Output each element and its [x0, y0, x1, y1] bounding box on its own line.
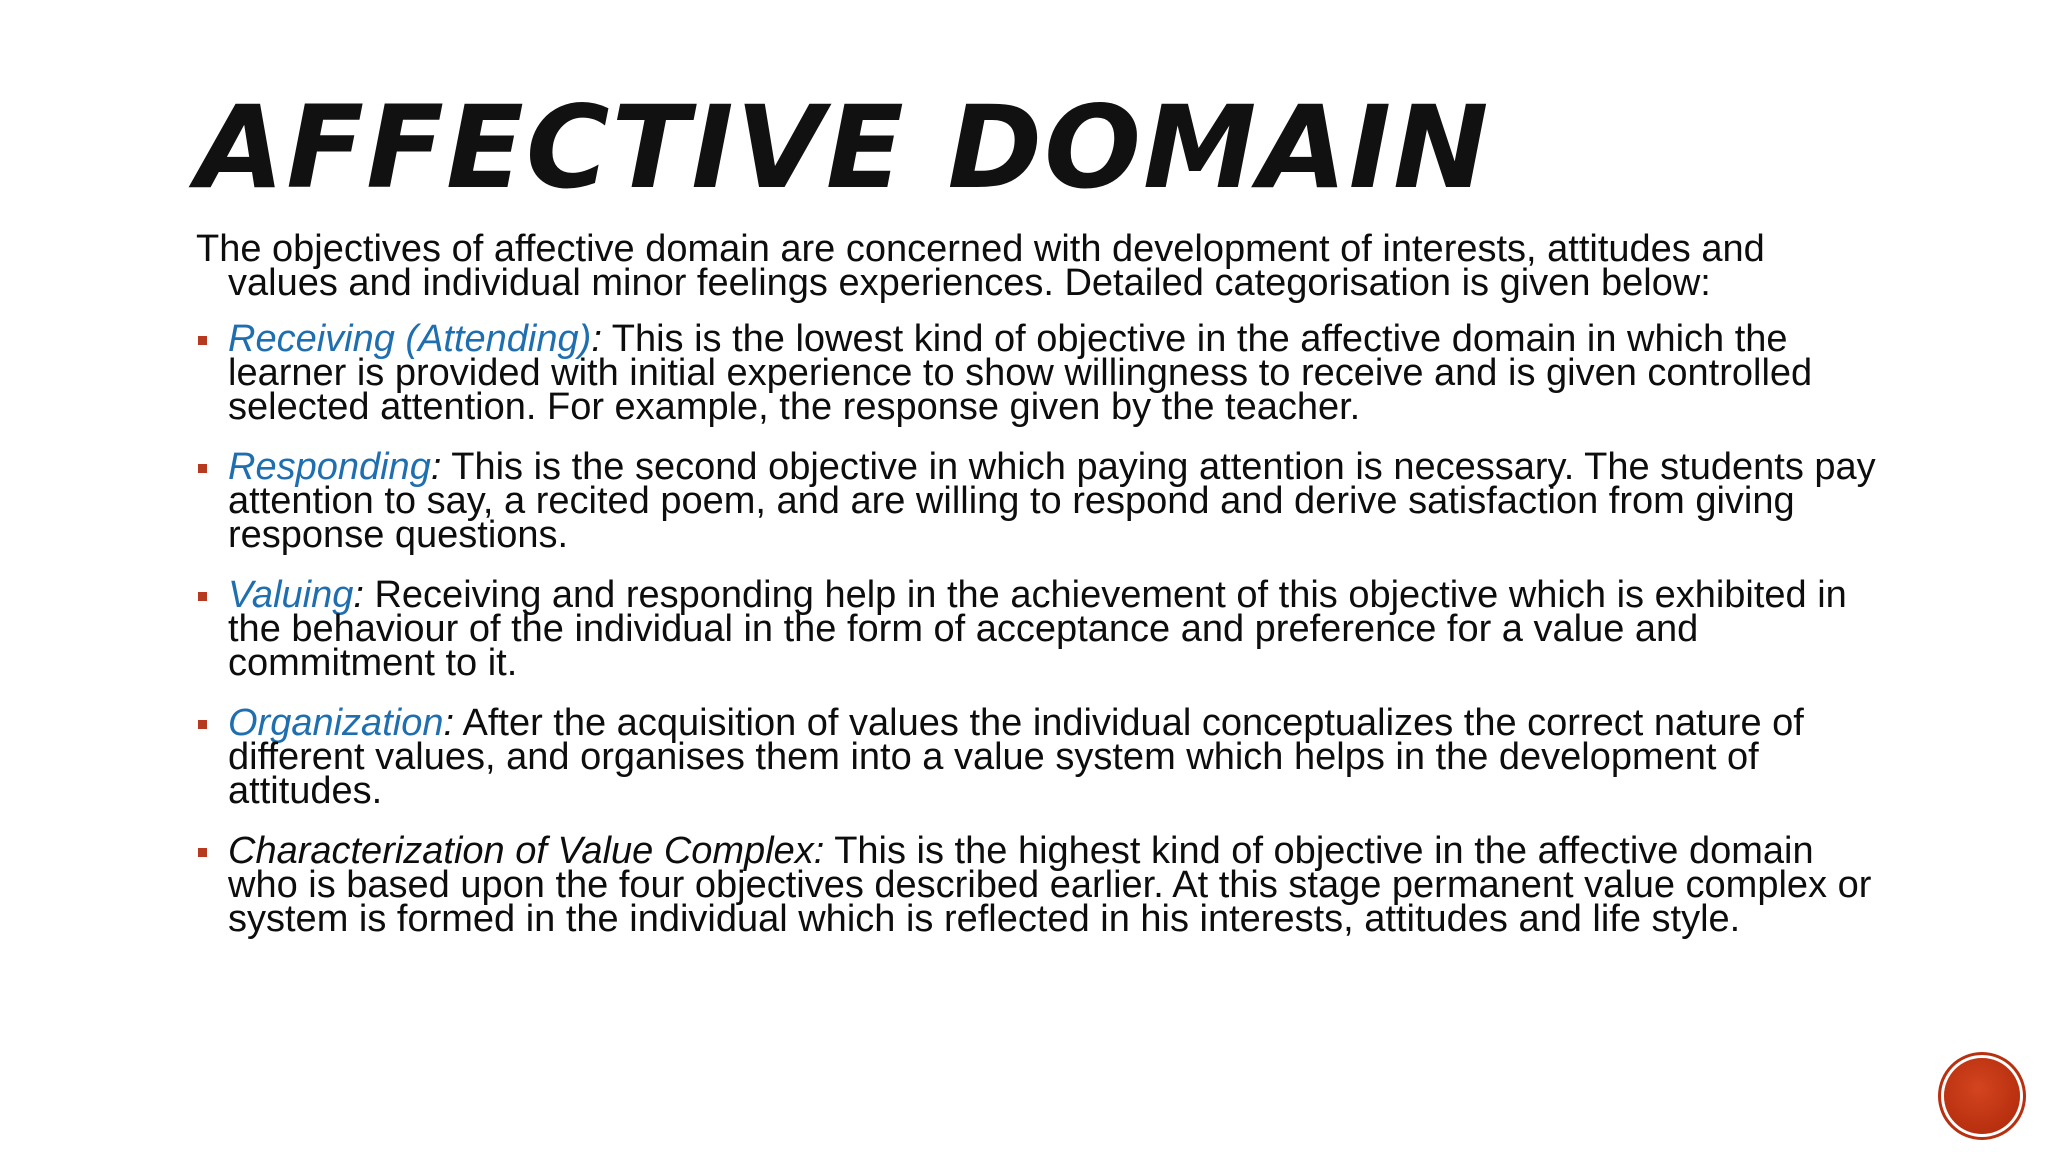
list-item-valuing: [196, 574, 1876, 684]
square-bullet-icon: [198, 848, 207, 857]
list-item-receiving: [196, 318, 1876, 428]
list-item-organization: [196, 702, 1876, 812]
term-responding: Responding: [228, 446, 431, 488]
bullet-text: This is the second objective in which paying attention is necessary. The students pay attention to say, a recited poem, and are willing to respond and derive satisfaction from giving response questions.: [228, 446, 1876, 556]
term-colon: :: [353, 574, 364, 616]
term-receiving: Receiving (Attending): [228, 318, 592, 360]
term-valuing: Valuing: [228, 574, 354, 616]
slide-body: [196, 228, 1876, 962]
term-colon: :: [430, 446, 442, 488]
term-characterization: Characterization of Value Complex:: [228, 830, 825, 872]
square-bullet-icon: [198, 464, 207, 473]
term-colon: :: [591, 318, 602, 360]
square-bullet-icon: [198, 336, 207, 345]
objectives-list: [196, 318, 1876, 940]
list-item-responding: [196, 446, 1876, 556]
list-item-characterization: [196, 830, 1876, 940]
term-colon: :: [443, 702, 455, 744]
bullet-text: After the acquisition of values the individual conceptualizes the correct nature of different values, and organises them into a value system which helps in the development of attitudes.: [228, 702, 1804, 812]
slide-title: AFFECTIVE DOMAIN: [196, 81, 1491, 214]
square-bullet-icon: [198, 592, 207, 601]
circle-nav-button-icon[interactable]: [1944, 1058, 2020, 1134]
square-bullet-icon: [198, 720, 207, 729]
bullet-text: This is the lowest kind of objective in the affective domain in which the learner is provided with initial experience to show willingness to receive and is given controlled selected attention. For example, the response given by the teacher.: [228, 318, 1813, 428]
bullet-text: Receiving and responding help in the achievement of this objective which is exhibited in the behaviour of the individual in the form of acceptance and preference for a value and commitment to it.: [228, 574, 1847, 684]
bullet-text: This is the highest kind of objective in the affective domain who is based upon the four objectives described earlier. At this stage permanent value complex or system is formed in the individual which is reflected in his interests, attitudes and life style.: [228, 830, 1872, 940]
intro-paragraph: The objectives of affective domain are concerned with development of interests, attitudes and values and individual minor feelings experiences. Detailed categorisation is given below:: [196, 228, 1765, 304]
term-organization: Organization: [228, 702, 444, 744]
